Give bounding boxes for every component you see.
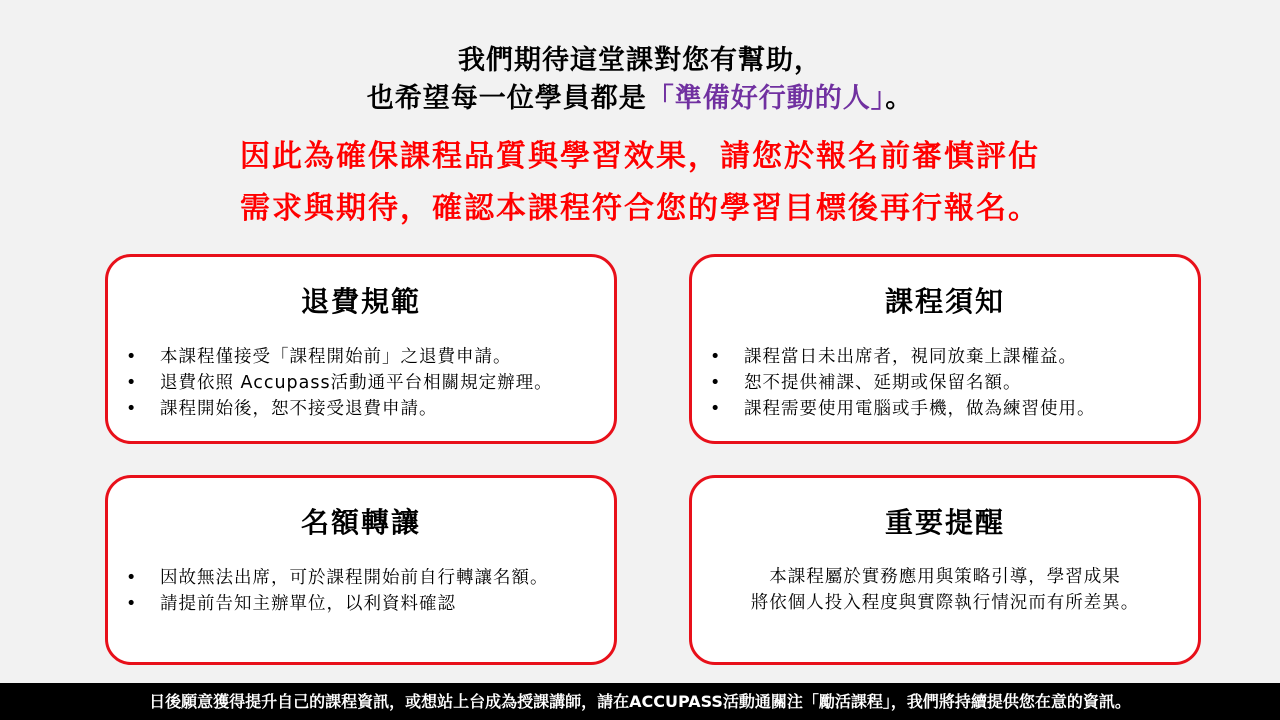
transfer-list	[108, 565, 549, 617]
notice-line-2: 需求與期待，確認本課程符合您的學習目標後再行報名。	[240, 191, 1040, 226]
reminder-line-1: 本課程屬於實務應用與策略引導，學習成果	[769, 567, 1121, 587]
list-item-text: 課程需要使用電腦或手機，做為練習使用。	[744, 399, 1096, 419]
list-item	[710, 344, 1096, 370]
bullet-icon: •	[710, 399, 722, 419]
list-item-text: 退費依照 Accupass活動通平台相關規定辦理。	[160, 373, 553, 393]
intro-line-2-prefix: 也希望每一位學員都是	[366, 83, 647, 114]
transfer-card	[105, 475, 617, 665]
list-item	[126, 565, 549, 591]
list-item	[126, 396, 553, 422]
card-title: 重要提醒	[884, 506, 1005, 539]
intro-line-1: 我們期待這堂課對您有幫助，	[458, 45, 822, 76]
list-item-text: 課程當日未出席者，視同放棄上課權益。	[744, 347, 1077, 367]
important-reminder-card	[689, 475, 1201, 665]
intro-highlight: 「準備好行動的人」	[646, 83, 886, 114]
reminder-line-2: 將依個人投入程度與實際執行情況而有所差異。	[750, 593, 1140, 613]
bullet-icon: •	[126, 399, 138, 419]
list-item	[710, 396, 1096, 422]
reminder-text	[692, 564, 1198, 616]
intro-line-2-suffix: 。	[885, 83, 914, 114]
card-title: 退費規範	[300, 285, 421, 318]
bullet-icon: •	[126, 568, 138, 588]
intro-line-2	[0, 80, 1280, 118]
card-title: 名額轉讓	[300, 506, 421, 539]
list-item	[126, 591, 549, 617]
notice-line-1: 因此為確保課程品質與學習效果，請您於報名前審慎評估	[240, 139, 1040, 174]
list-item	[710, 370, 1096, 396]
list-item-text: 課程開始後，恕不接受退費申請。	[160, 399, 438, 419]
bullet-icon: •	[710, 373, 722, 393]
list-item-text: 恕不提供補課、延期或保留名額。	[744, 373, 1022, 393]
bullet-icon: •	[710, 347, 722, 367]
intro-text	[0, 42, 1280, 118]
list-item	[126, 344, 553, 370]
course-notice-card	[689, 254, 1201, 444]
notice-text	[0, 131, 1280, 235]
refund-policy-card	[105, 254, 617, 444]
course-notice-list	[692, 344, 1096, 422]
list-item-text: 本課程僅接受「課程開始前」之退費申請。	[160, 347, 512, 367]
refund-list	[108, 344, 553, 422]
bullet-icon: •	[126, 347, 138, 367]
card-title: 課程須知	[884, 285, 1005, 318]
bullet-icon: •	[126, 373, 138, 393]
list-item-text: 請提前告知主辦單位，以利資料確認	[160, 594, 456, 614]
list-item	[126, 370, 553, 396]
footer-banner: 日後願意獲得提升自己的課程資訊，或想站上台成為授課講師，請在ACCUPASS活動通關注「勵活課程」，我們將持續提供您在意的資訊。	[0, 683, 1280, 720]
bullet-icon: •	[126, 594, 138, 614]
list-item-text: 因故無法出席，可於課程開始前自行轉讓名額。	[160, 568, 549, 588]
